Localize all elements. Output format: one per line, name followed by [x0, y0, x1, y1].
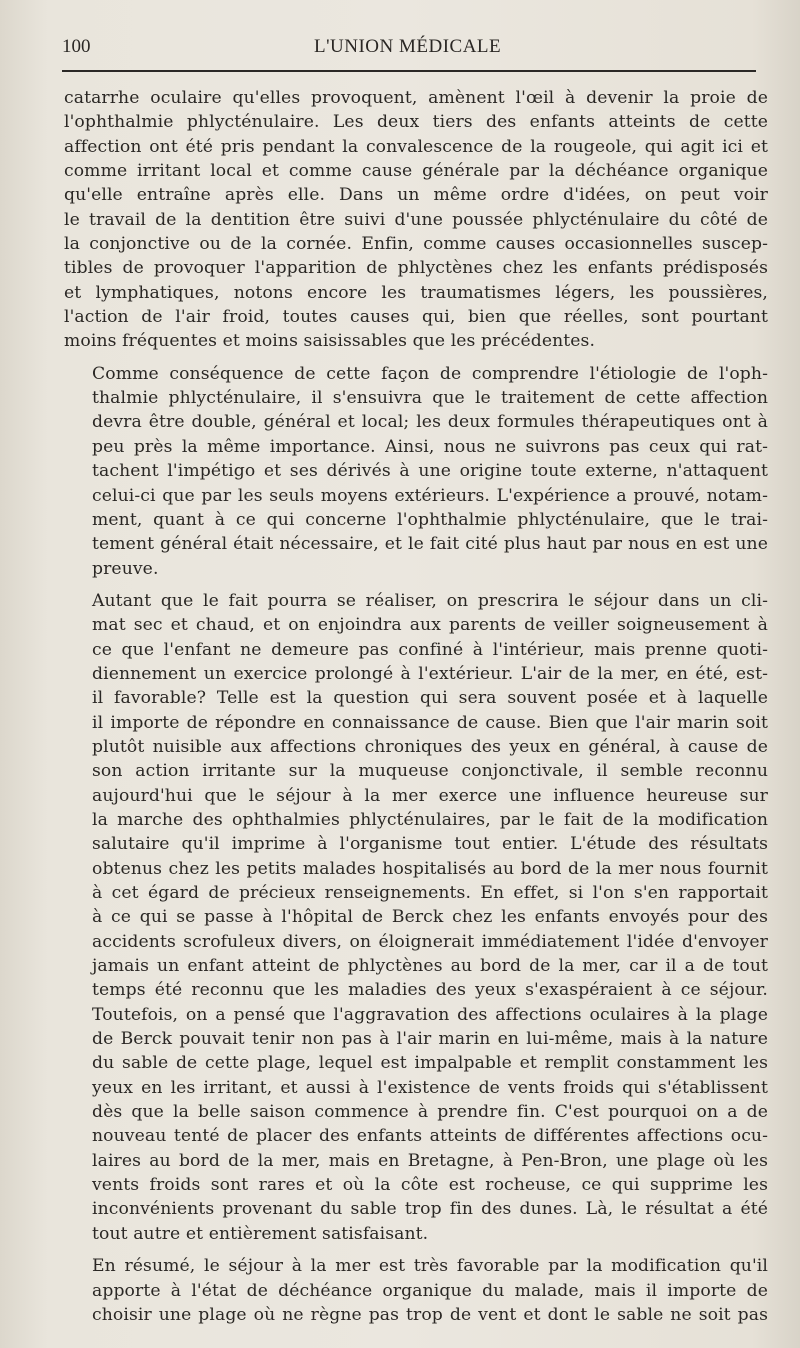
- text-line: tachent l'impétigo et ses dérivés à une origine toute externe, n'attaquent: [92, 461, 768, 482]
- text-line: dès que la belle saison commence à prendre fin. C'est pourquoi on a de: [92, 1102, 768, 1123]
- text-line: diennement un exercice prolongé à l'extérieur. L'air de la mer, en été, est-: [92, 663, 768, 684]
- text-line: nouveau tenté de placer des enfants atteints de différentes affections ocu-: [92, 1126, 768, 1147]
- text-line: ce que l'enfant ne demeure pas confiné à l'intérieur, mais prenne quoti-: [92, 639, 768, 660]
- text-line: tout autre et entièrement satisfaisant.: [92, 1223, 429, 1244]
- text-line: thalmie phlycténulaire, il s'ensuivra que le traitement de cette affection: [92, 388, 768, 409]
- text-line: vents froids sont rares et où la côte est rocheuse, ce qui supprime les: [92, 1175, 768, 1196]
- text-line: mat sec et chaud, et on enjoindra aux parents de veiller soigneusement à: [92, 615, 768, 636]
- text-line: plutôt nuisible aux affections chroniques des yeux en général, à cause de: [92, 736, 768, 757]
- text-line: devra être double, général et local; les deux formules thérapeutiques ont à: [92, 412, 768, 433]
- text-line: accidents scrofuleux divers, on éloignerait immédiatement l'idée d'envoyer: [92, 931, 768, 952]
- paragraph-1: [64, 86, 768, 354]
- text-line: à ce qui se passe à l'hôpital de Berck chez les enfants envoyés pour des: [92, 907, 768, 928]
- text-line: En résumé, le séjour à la mer est très favorable par la modification qu'il: [92, 1256, 768, 1277]
- text-line: aujourd'hui que le séjour à la mer exerce une influence heureuse sur: [92, 785, 768, 806]
- text-line: apporte à l'état de déchéance organique du malade, mais il importe de: [92, 1280, 768, 1301]
- header-rule: [62, 70, 756, 72]
- body-text: [64, 86, 768, 1327]
- text-line: la marche des ophthalmies phlycténulaires, par le fait de la modification: [92, 809, 768, 830]
- text-line: affection ont été pris pendant la convalescence de la rougeole, qui agit ici et: [64, 136, 768, 157]
- text-line: ment, quant à ce qui concerne l'ophthalmie phlycténulaire, que le trai-: [92, 509, 768, 530]
- text-line: jamais un enfant atteint de phlyctènes au bord de la mer, car il a de tout: [92, 956, 768, 977]
- paragraph-4: [64, 1254, 768, 1327]
- text-line: il importe de répondre en connaissance de cause. Bien que l'air marin soit: [92, 712, 768, 733]
- text-line: choisir une plage où ne règne pas trop de vent et dont le sable ne soit pas: [92, 1304, 768, 1325]
- text-line: la conjonctive ou de la cornée. Enfin, comme causes occasionnelles suscep-: [64, 234, 768, 255]
- text-line: de Berck pouvait tenir non pas à l'air marin en lui-même, mais à la nature: [92, 1029, 768, 1050]
- running-title: L'UNION MÉDICALE: [314, 36, 502, 57]
- text-line: peu près la même importance. Ainsi, nous ne suivrons pas ceux qui rat-: [92, 436, 768, 457]
- text-line: salutaire qu'il imprime à l'organisme tout entier. L'étude des résultats: [92, 834, 768, 855]
- text-line: inconvénients provenant du sable trop fin des dunes. Là, le résultat a été: [92, 1199, 768, 1220]
- text-line: tibles de provoquer l'apparition de phlyctènes chez les enfants prédisposés: [64, 258, 768, 279]
- text-line: l'ophthalmie phlycténulaire. Les deux tiers des enfants atteints de cette: [64, 112, 768, 133]
- text-line: il favorable? Telle est la question qui sera souvent posée et à laquelle: [92, 688, 768, 709]
- text-line: obtenus chez les petits malades hospitalisés au bord de la mer nous fournit: [92, 858, 768, 879]
- text-line: Toutefois, on a pensé que l'aggravation des affections oculaires à la plage: [92, 1004, 768, 1025]
- text-line: catarrhe oculaire qu'elles provoquent, amènent l'œil à devenir la proie de: [64, 88, 768, 108]
- text-line: à cet égard de précieux renseignements. En effet, si l'on s'en rapportait: [92, 883, 768, 903]
- text-line: le travail de la dentition être suivi d'une poussée phlycténulaire du côté de: [64, 209, 768, 230]
- text-line: moins fréquentes et moins saisissables que les précédentes.: [64, 331, 596, 352]
- text-line: comme irritant local et comme cause générale par la déchéance organique: [64, 161, 768, 182]
- text-line: temps été reconnu que les maladies des yeux s'exaspéraient à ce séjour.: [92, 980, 768, 1001]
- text-line: yeux en les irritant, et aussi à l'existence de vents froids qui s'établissent: [92, 1077, 768, 1098]
- text-line: laires au bord de la mer, mais en Bretagne, à Pen-Bron, une plage où les: [92, 1150, 768, 1171]
- text-line: son action irritante sur la muqueuse conjonctivale, il semble reconnu: [92, 761, 768, 782]
- text-line: preuve.: [92, 558, 159, 579]
- running-header: [62, 36, 762, 66]
- text-line: celui-ci que par les seuls moyens extérieurs. L'expérience a prouvé, notam-: [92, 485, 768, 506]
- text-line: du sable de cette plage, lequel est impalpable et remplit constamment les: [92, 1053, 768, 1074]
- text-line: Comme conséquence de cette façon de comprendre l'étiologie de l'oph-: [92, 363, 768, 384]
- text-line: et lymphatiques, notons encore les traumatismes légers, les poussières,: [64, 282, 768, 303]
- page-number: 100: [62, 36, 91, 57]
- text-line: Autant que le fait pourra se réaliser, on prescrira le séjour dans un cli-: [92, 590, 768, 611]
- text-line: l'action de l'air froid, toutes causes qui, bien que réelles, sont pourtant: [64, 307, 768, 328]
- text-line: tement général était nécessaire, et le fait cité plus haut par nous en est une: [92, 534, 768, 555]
- paragraph-2: [64, 362, 768, 581]
- text-line: qu'elle entraîne après elle. Dans un même ordre d'idées, on peut voir: [64, 185, 768, 206]
- paragraph-3: [64, 589, 768, 1246]
